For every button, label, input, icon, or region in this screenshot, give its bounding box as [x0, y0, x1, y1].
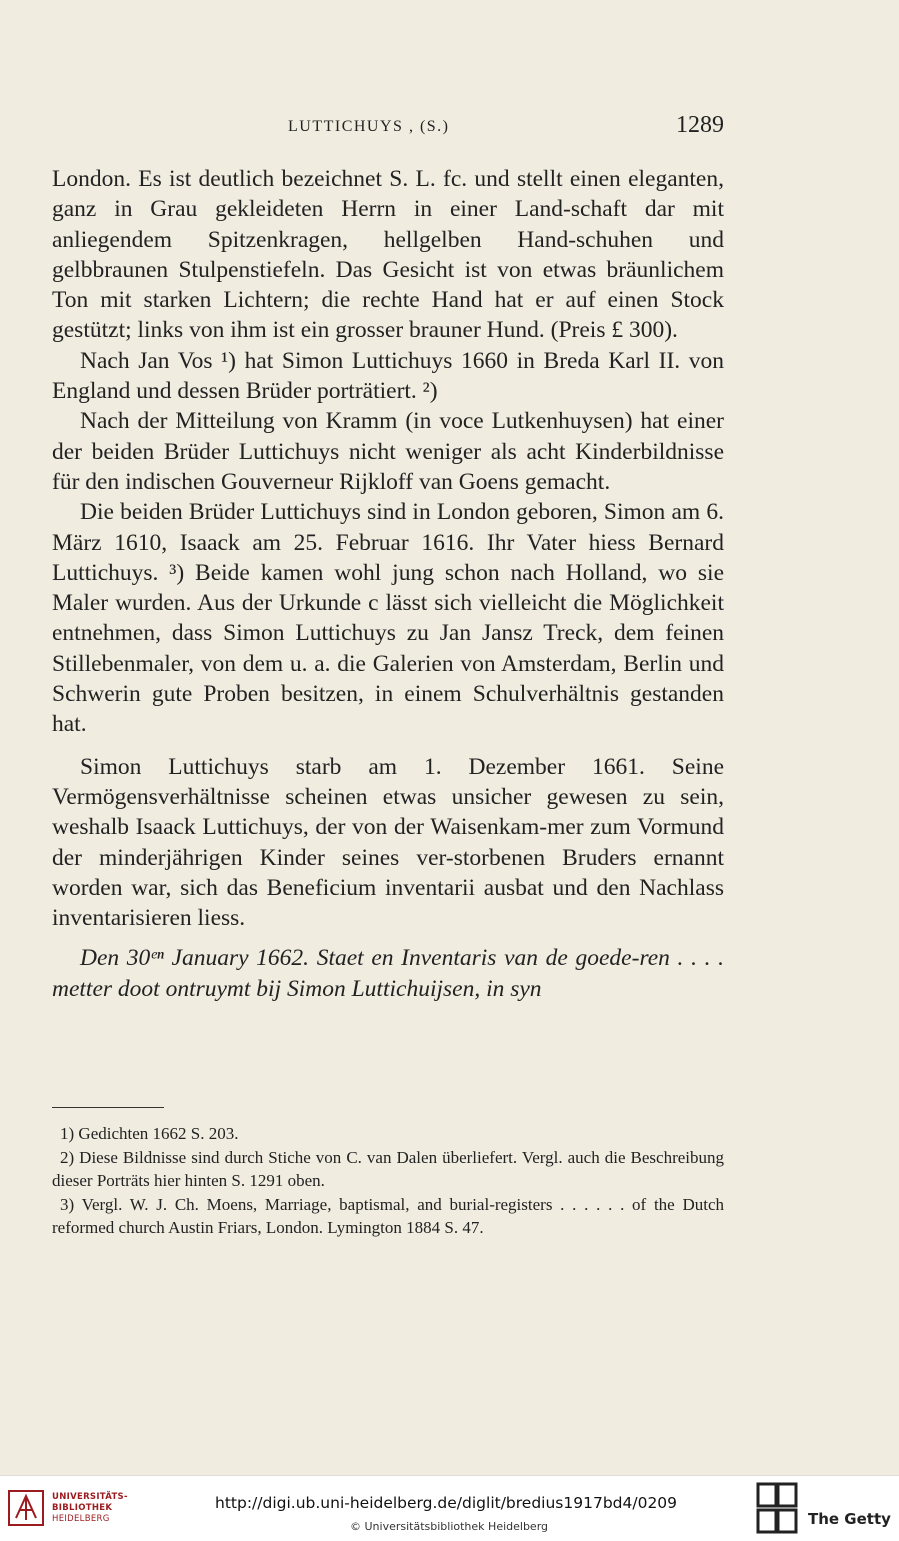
page-header [52, 112, 724, 142]
page-number: 1289 [676, 112, 724, 138]
paragraph: London. Es ist deutlich bezeichnet S. L. fc. und stellt einen eleganten, ganz in Grau gekleideten Herrn in einer Land-schaft dar mit anliegendem Spitzenkragen, hellgelben Hand-schuhen und gelbbraunen Stulpenstiefeln. Das Gesicht ist von etwas bräunlichem Ton mit starken Lichtern; die rechte Hand hat er auf einen Stock gestützt; links von ihm ist ein grosser brauner Hund. (Preis £ 300). [52, 166, 724, 344]
viewer-footer [0, 1475, 899, 1541]
copyright-notice: © Universitätsbibliothek Heidelberg [350, 1520, 549, 1533]
permalink-url[interactable]: http://digi.ub.uni-heidelberg.de/diglit/bredius1917bd4/0209 [215, 1494, 678, 1512]
footnote: 2) Diese Bildnisse sind durch Stiche von C. van Dalen überliefert. Vergl. auch die Beschreibung dieser Porträts hier hinten S. 1291 oben. [52, 1147, 724, 1190]
paragraph: Nach der Mitteilung von Kramm (in voce Lutkenhuysen) hat einer der beiden Brüder Luttichuys nicht weniger als acht Kinderbildnisse für den indischen Gouverneur Rijkloff van Goens gemacht. [52, 408, 724, 495]
paragraph: Nach Jan Vos ¹) hat Simon Luttichuys 1660 in Breda Karl II. von England und dessen Brüder porträtiert. ²) [52, 347, 724, 405]
footnote: 1) Gedichten 1662 S. 203. [60, 1124, 239, 1143]
university-seal-icon [8, 1490, 44, 1526]
university-logo[interactable] [8, 1490, 128, 1530]
getty-name: The Getty [808, 1510, 891, 1528]
getty-logo-icon[interactable] [756, 1482, 798, 1534]
paragraph: Simon Luttichuys starb am 1. Dezember 1661. Seine Vermögensverhältnisse scheinen etwas unsicher gewesen zu sein, weshalb Isaack Luttichuys, der von der Waisenkam-mer zum Vormund der minderjährigen Kinder seines ver-storbenen Bruders ernannt worden war, sich das Beneficium inventarii ausbat und den Nachlass inventarisieren liess. [52, 753, 724, 932]
footnotes [52, 1122, 724, 1240]
footnote: 3) Vergl. W. J. Ch. Moens, Marriage, baptismal, and burial-registers . . . . . . of the Dutch reformed church Austin Friars, London. Lymington 1884 S. 47. [52, 1194, 724, 1237]
quoted-document: Den 30ᵉⁿ January 1662. Staet en Inventaris van de goede-ren . . . . metter doot ontruymt bij Simon Luttichuijsen, in syn [52, 945, 724, 1002]
paragraph: Die beiden Brüder Luttichuys sind in London geboren, Simon am 6. März 1610, Isaack am 25. Februar 1616. Ihr Vater hiess Bernard Luttichuys. ³) Beide kamen wohl jung schon nach Holland, wo sie Maler wurden. Aus der Urkunde c lässt sich vielleicht die Möglichkeit entnehmen, dass Simon Luttichuys zu Jan Jansz Treck, dem feinen Stillebenmaler, von dem u. a. die Galerien von Amsterdam, Berlin und Schwerin gute Proben besitzen, in einem Schulverhältnis gestanden hat. [52, 499, 724, 738]
running-title: LUTTICHUYS , (S.) [288, 118, 450, 135]
body-text [52, 164, 724, 1004]
university-name: UNIVERSITÄTS- BIBLIOTHEK HEIDELBERG [52, 1492, 128, 1524]
footnote-divider [52, 1107, 164, 1108]
